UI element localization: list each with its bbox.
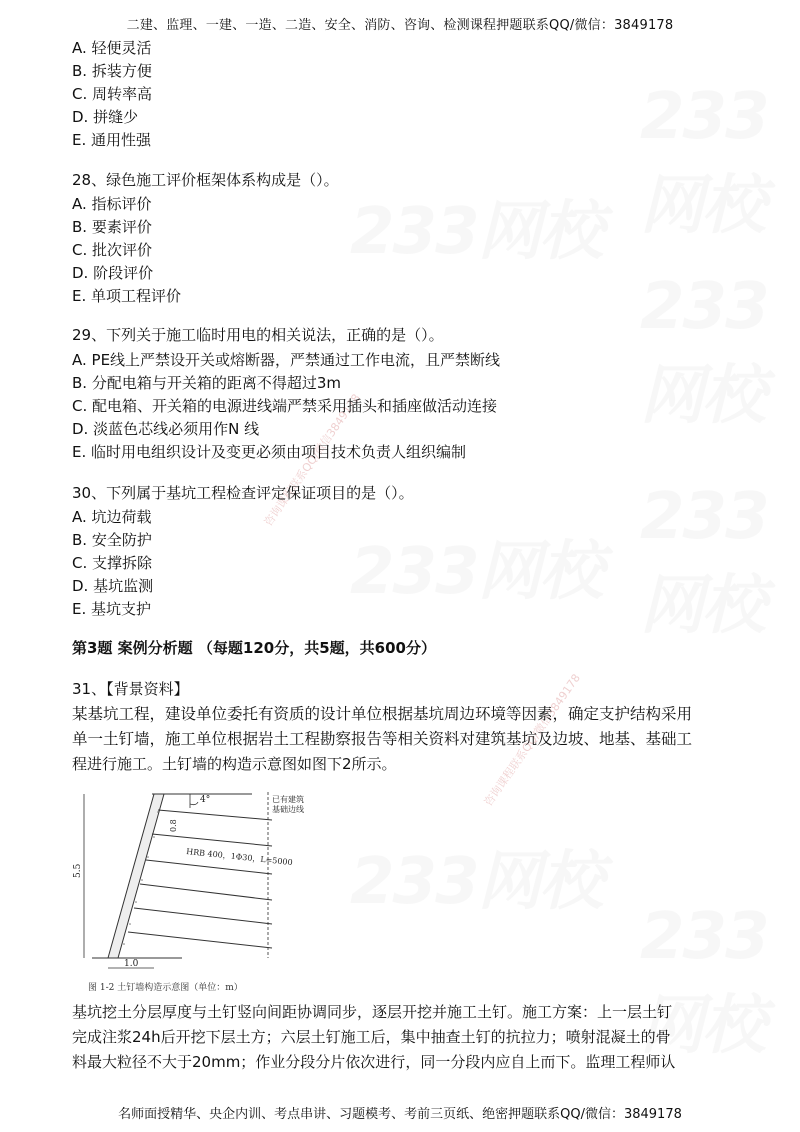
paragraph-line: 单一土钉墙，施工单位根据岩土工程勘察报告等相关资料对建筑基坑及边坡、地基、基础工: [72, 730, 693, 748]
option-line: A. 坑边荷载: [72, 508, 152, 526]
option-line: A. PE线上严禁设开关或熔断器，严禁通过工作电流，且严禁断线: [72, 351, 501, 369]
paragraph-line: 完成注浆24h后开挖下层土方；六层土钉施工后，集中抽查土钉的抗拉力；喷射混凝土的骨: [72, 1028, 671, 1046]
watermark: 233网校: [640, 900, 768, 1063]
paragraph-line: 某基坑工程，建设单位委托有资质的设计单位根据基坑周边环境等因素，确定支护结构采用: [72, 705, 693, 723]
question-28: 28、绿色施工评价框架体系构成是（）。: [72, 171, 339, 189]
watermark: 233网校: [350, 195, 602, 269]
option-line: E. 单项工程评价: [72, 287, 182, 305]
watermark: 233网校: [350, 845, 602, 919]
paragraph-line: 基坑挖土分层厚度与土钉竖向间距协调同步，逐层开挖并施工土钉。施工方案：上一层土钉: [72, 1003, 673, 1021]
option-line: B. 要素评价: [72, 218, 152, 236]
option-line: A. 指标评价: [72, 195, 152, 213]
paragraph-line: 料最大粒径不大于20mm；作业分段分片依次进行，同一分段内应自上而下。监理工程师认: [72, 1053, 676, 1071]
option-line: E. 通用性强: [72, 131, 152, 149]
option-line: B. 拆装方便: [72, 62, 152, 80]
option-line: E. 临时用电组织设计及变更必须由项目技术负责人组织编制: [72, 443, 467, 461]
section-heading: 第3题 案例分析题 （每题120分，共5题，共600分）: [72, 639, 436, 657]
spacing-label: 0.8: [169, 819, 178, 832]
option-line: D. 淡蓝色芯线必须用作N 线: [72, 420, 260, 438]
building-label-1: 已有建筑: [272, 795, 304, 804]
question-29: 29、下列关于施工临时用电的相关说法，正确的是（）。: [72, 326, 444, 344]
angle-label: 4°: [200, 795, 211, 805]
watermark: 233网校: [640, 270, 768, 433]
building-label-2: 基础边线: [272, 805, 304, 814]
option-line: A. 轻便灵活: [72, 39, 152, 57]
paragraph-line: 程进行施工。土钉墙的构造示意图如图下2所示。: [72, 755, 397, 773]
question-31-title: 31、【背景资料】: [72, 680, 189, 698]
option-line: D. 拼缝少: [72, 108, 139, 126]
pink-watermark: 咨询课程联系QQ/微信3849178: [481, 671, 583, 809]
option-line: C. 周转率高: [72, 85, 153, 103]
base-label: 1.0: [124, 959, 139, 969]
question-30: 30、下列属于基坑工程检查评定保证项目的是（）。: [72, 484, 414, 502]
option-line: C. 支撑拆除: [72, 554, 153, 572]
option-line: D. 基坑监测: [72, 577, 154, 595]
height-label: 5.5: [73, 863, 83, 878]
page-footer: 名师面授精华、央企内训、考点串讲、习题模考、考前三页纸、绝密押题联系QQ/微信：3849178: [118, 1107, 682, 1122]
option-line: B. 安全防护: [72, 531, 152, 549]
watermark: 233网校: [350, 535, 602, 609]
option-line: C. 批次评价: [72, 241, 153, 259]
option-line: E. 基坑支护: [72, 600, 152, 618]
watermark: 233网校: [640, 480, 768, 643]
option-line: C. 配电箱、开关箱的电源进线端严禁采用插头和插座做活动连接: [72, 397, 498, 415]
watermark: 233网校: [640, 80, 768, 243]
figure-caption: 图 1-2 土钉墙构造示意图（单位：m）: [88, 983, 243, 993]
soil-nail-wall-figure: [72, 782, 322, 992]
pink-watermark: 咨询课程联系QQ/微信3849178: [261, 391, 363, 529]
option-line: D. 阶段评价: [72, 264, 154, 282]
nail-spec-label: HRB 400，1Φ30，L=5000: [185, 847, 294, 868]
option-line: B. 分配电箱与开关箱的距离不得超过3m: [72, 374, 341, 392]
page-header: 二建、监理、一建、一造、二造、安全、消防、咨询、检测课程押题联系QQ/微信：3849178: [126, 18, 674, 33]
